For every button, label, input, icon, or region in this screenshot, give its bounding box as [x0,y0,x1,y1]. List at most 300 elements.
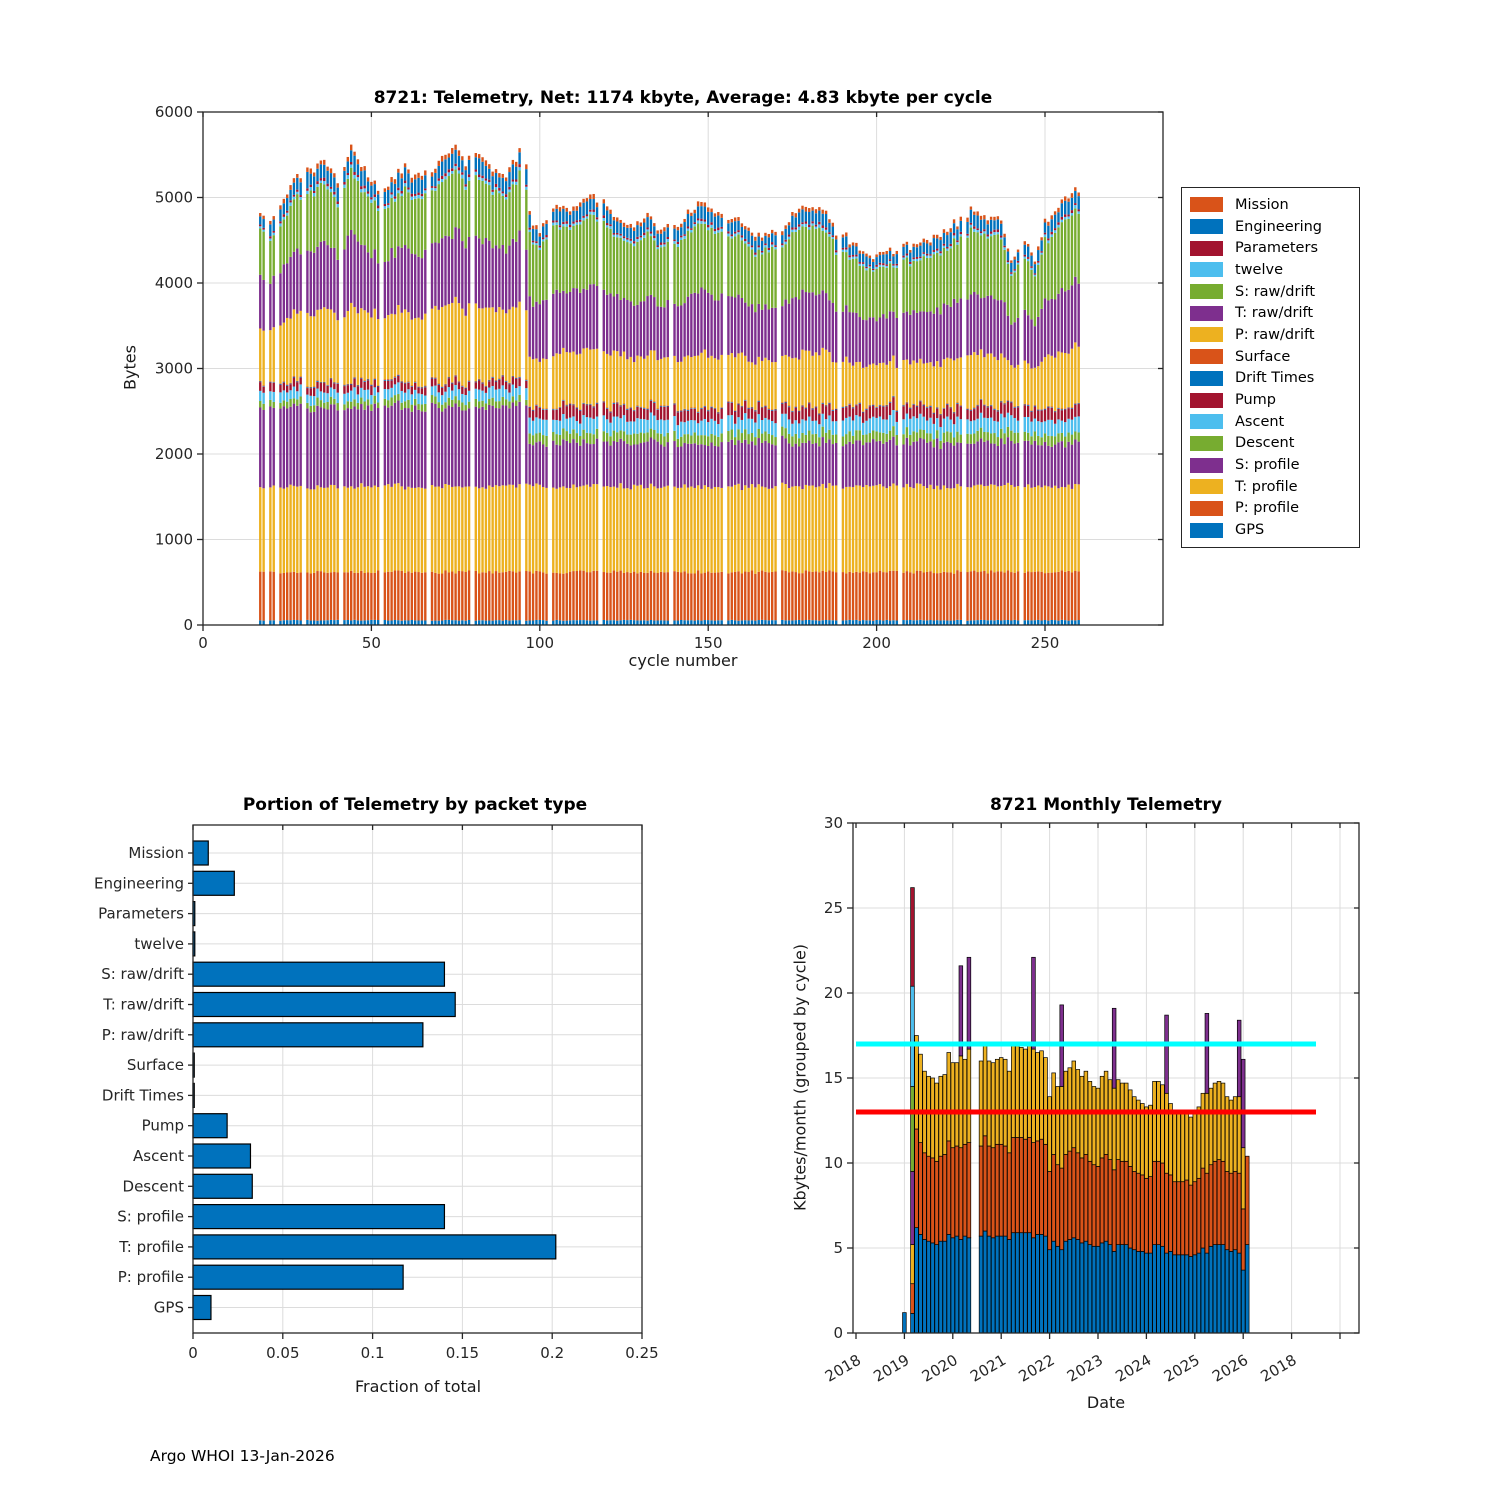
cycle-bar-segment [394,202,396,258]
cycle-bar-segment [394,384,396,395]
monthly-bar-segment [1020,1233,1024,1333]
cycle-bar-segment [1061,222,1063,288]
cycle-bar-segment [488,164,490,169]
cycle-bar-segment [912,257,914,259]
cycle-bar-segment [828,404,830,416]
cycle-bar-segment [377,206,379,209]
cycle-bar-segment [414,620,416,625]
cycle-bar-segment [640,419,642,433]
cycle-bar-segment [983,229,985,231]
cycle-bar-segment [1003,357,1005,402]
cycle-bar-segment [869,620,871,625]
cycle-bar-segment [774,249,776,308]
cycle-bar-segment [633,434,635,445]
cycle-bar-segment [993,485,995,572]
cycle-bar-segment [552,225,554,293]
cycle-bar-segment [677,411,679,412]
cycle-bar-segment [481,382,483,383]
monthly-bar-segment [1068,1151,1072,1239]
cycle-bar-segment [289,383,291,384]
cycle-bar-segment [845,305,847,356]
cycle-bar-segment [710,295,712,356]
cycle-bar-segment [939,414,941,415]
cycle-bar-segment [572,352,574,404]
cycle-bar-segment [606,407,608,408]
monthly-bar-segment [1169,1175,1173,1252]
cycle-bar-segment [933,573,935,620]
cycle-bar-segment [569,225,571,227]
cycle-bar-segment [734,412,736,424]
cycle-bar-segment [761,620,763,625]
cycle-bar-segment [330,192,332,248]
cycle-bar-segment [734,236,736,297]
cycle-bar-segment [1061,352,1063,408]
cycle-bar-segment [454,573,456,620]
cycle-bar-segment [424,170,426,175]
cycle-bar-segment [1047,240,1049,243]
cycle-bar-segment [1054,211,1056,214]
cycle-bar-segment [956,484,958,570]
cycle-bar-segment [892,312,894,356]
cycle-bar-segment [710,406,712,407]
cycle-bar-segment [741,406,743,407]
cycle-bar-segment [347,385,349,386]
legend-label: S: profile [1235,457,1300,474]
cycle-bar-segment [299,182,301,195]
cycle-bar-segment [323,382,325,383]
cycle-bar-segment [1061,203,1063,217]
cycle-bar-segment [491,190,493,192]
cycle-bar-segment [788,304,790,357]
cycle-bar-segment [896,571,898,621]
cycle-bar-segment [990,295,992,353]
cycle-bar-segment [993,230,995,232]
cycle-bar-segment [768,250,770,252]
cycle-bar-segment [613,233,615,235]
cycle-bar-segment [976,406,978,419]
cycle-bar-segment [313,620,315,625]
cycle-bar-segment [1047,420,1049,436]
cycle-bar-segment [360,571,362,621]
cycle-bar-segment [572,211,574,222]
cycle-bar-segment [1067,433,1069,442]
cycle-bar-segment [333,485,335,572]
cycle-bar-segment [714,231,716,234]
monthly-bar-segment [1165,1253,1169,1333]
cycle-bar-segment [313,316,315,386]
cycle-bar-segment [451,303,453,382]
cycle-bar-segment [865,572,867,620]
cycle-bar-segment [987,432,989,440]
monthly-bar-segment [1072,1238,1076,1333]
cycle-bar-segment [828,620,830,625]
cycle-bar-segment [751,408,753,409]
cycle-bar-segment [434,306,436,377]
cycle-bar-segment [576,211,578,221]
cycle-bar-segment [801,573,803,620]
cycle-bar-segment [993,357,995,409]
cycle-bar-segment [970,207,972,210]
cycle-bar-segment [1003,485,1005,573]
cycle-bar-segment [636,242,638,305]
cycle-bar-segment [909,445,911,487]
cycle-bar-segment [788,419,790,433]
cycle-bar-segment [444,385,446,391]
cycle-bar-segment [936,486,938,573]
cycle-bar-segment [465,389,467,395]
monthly-bar-segment [1209,1165,1213,1247]
cycle-bar-segment [589,199,591,210]
monthly-bar-segment [999,1058,1003,1145]
cycle-bar-segment [707,230,709,293]
cycle-bar-segment [1000,571,1002,620]
cycle-bar-segment [781,483,783,571]
cycle-bar-segment [367,620,369,625]
cycle-bar-segment [333,382,335,383]
cycle-bar-segment [727,220,729,223]
cycle-bar-segment [744,239,746,241]
cycle-bar-segment [458,303,460,381]
cycle-bar-segment [562,574,564,621]
cycle-bar-segment [478,379,480,380]
cycle-bar-segment [953,412,955,413]
cycle-bar-segment [370,258,372,317]
cycle-bar-segment [704,406,706,407]
cycle-bar-segment [431,386,433,395]
cycle-bar-segment [912,431,914,442]
cycle-bar-segment [353,399,355,406]
cycle-bar-segment [976,228,978,230]
cycle-bar-segment [454,375,456,376]
cycle-bar-segment [865,485,867,572]
cycle-bar-segment [323,620,325,625]
cycle-bar-segment [993,410,995,421]
cycle-bar-segment [677,227,679,230]
cycle-bar-segment [350,384,352,385]
cycle-bar-segment [619,483,621,570]
cycle-bar-segment [488,308,490,380]
monthly-bar-segment [1100,1076,1104,1158]
cycle-bar-segment [559,487,561,573]
cycle-bar-segment [987,296,989,354]
cycle-bar-segment [566,621,568,625]
cycle-bar-segment [825,406,827,419]
monthly-bar-segment [1116,1160,1120,1245]
cycle-bar-segment [683,434,685,443]
cycle-bar-segment [764,418,766,432]
y-tick-label: 5000 [154,188,193,207]
cycle-bar-segment [390,248,392,314]
cycle-bar-segment [939,415,941,427]
cycle-bar-segment [714,408,716,409]
cycle-bar-segment [475,389,477,399]
cycle-bar-segment [758,414,760,429]
cycle-bar-segment [417,318,419,387]
cycle-bar-segment [687,231,689,297]
cycle-bar-segment [949,407,951,408]
cycle-bar-segment [835,255,837,312]
cycle-bar-segment [623,241,625,298]
cycle-bar-segment [451,391,453,400]
cycle-bar-segment [333,192,335,195]
legend-item-descent [1182,433,1359,455]
cycle-bar-segment [832,620,834,625]
cycle-bar-segment [687,411,689,421]
cycle-bar-segment [1034,276,1036,326]
cycle-bar-segment [1051,234,1053,237]
cycle-bar-segment [923,439,925,486]
cycle-bar-segment [559,435,561,446]
cycle-bar-segment [889,261,891,263]
cycle-bar-segment [815,352,817,406]
cycle-bar-segment [357,573,359,621]
cycle-bar-segment [1057,488,1059,572]
cycle-bar-segment [347,311,349,384]
cycle-bar-segment [414,572,416,621]
cycle-bar-segment [1013,620,1015,625]
cycle-bar-segment [815,295,817,352]
cycle-bar-segment [987,236,989,238]
cycle-bar-segment [1017,486,1019,571]
cycle-bar-segment [1051,408,1053,420]
cycle-bar-segment [848,404,850,405]
cycle-bar-segment [269,382,271,391]
cycle-bar-segment [619,223,621,234]
monthly-bar-segment [1068,1068,1072,1151]
cycle-bar-segment [953,238,955,299]
cycle-bar-segment [353,175,355,178]
y-tick-label: 20 [823,984,843,1002]
cycle-bar-segment [852,407,854,408]
monthly-bar-segment [1060,1168,1064,1250]
monthly-bar-segment [1036,1234,1040,1333]
cycle-bar-segment [572,206,574,210]
monthly-bar-segment [1048,1097,1052,1172]
cycle-bar-segment [461,620,463,625]
cycle-bar-segment [936,238,938,248]
cycle-bar-segment [949,488,951,572]
cycle-bar-segment [1013,406,1015,407]
cycle-bar-segment [283,214,285,217]
cycle-bar-segment [630,407,632,408]
cycle-bar-segment [852,259,854,313]
cycle-bar-segment [828,300,830,352]
cycle-bar-segment [980,572,982,620]
cycle-bar-segment [262,404,264,410]
cycle-bar-segment [805,485,807,570]
cycle-bar-segment [1030,422,1032,437]
monthly-bar-segment [1048,1250,1052,1333]
cycle-bar-segment [377,319,379,385]
cycle-bar-segment [1030,445,1032,488]
cycle-bar-segment [808,403,810,416]
cycle-bar-segment [758,236,760,245]
cycle-bar-segment [966,234,968,236]
cycle-bar-segment [869,418,871,433]
cycle-bar-segment [508,383,510,384]
cycle-bar-segment [633,306,635,362]
cycle-bar-segment [700,206,702,219]
cycle-bar-segment [1010,274,1012,276]
cycle-bar-segment [1064,422,1066,436]
cycle-bar-segment [781,306,783,356]
cycle-bar-segment [434,386,436,397]
cycle-bar-segment [926,407,928,408]
cycle-bar-segment [1017,261,1019,263]
cycle-bar-segment [660,405,662,406]
portion-bar [193,993,455,1017]
cycle-bar-segment [1061,409,1063,410]
cycle-bar-segment [289,190,291,200]
cycle-bar-segment [680,305,682,361]
cycle-bar-segment [923,242,925,252]
cycle-bar-segment [774,620,776,625]
cycle-bar-segment [542,409,544,410]
cycle-bar-segment [296,314,298,381]
cycle-bar-segment [687,214,689,226]
cycle-bar-segment [811,572,813,620]
cycle-bar-segment [495,380,497,381]
cycle-bar-segment [859,262,861,264]
cycle-bar-segment [431,186,433,188]
cycle-bar-segment [788,488,790,572]
cycle-bar-segment [737,353,739,403]
cycle-bar-segment [401,196,403,248]
cycle-bar-segment [1017,406,1019,407]
cycle-bar-segment [431,188,433,190]
cycle-bar-segment [983,215,985,219]
monthly-bar-segment [1213,1083,1217,1161]
cycle-bar-segment [438,383,440,384]
cycle-bar-segment [818,224,820,227]
cycle-bar-segment [690,228,692,230]
cycle-bar-segment [966,408,968,409]
cycle-bar-segment [475,487,477,571]
cycle-bar-segment [960,234,962,236]
legend-item-surface [1182,346,1359,368]
legend-item-s-raw-drift [1182,281,1359,303]
cycle-bar-segment [771,410,773,411]
cycle-bar-segment [293,252,295,310]
cycle-bar-segment [902,257,904,259]
legend-swatch [1190,197,1223,212]
cycle-bar-segment [414,174,416,179]
cycle-bar-segment [505,254,507,314]
cycle-bar-segment [586,443,588,484]
cycle-bar-segment [909,435,911,446]
cycle-bar-segment [555,205,557,209]
cycle-bar-segment [960,405,962,406]
cycle-bar-segment [555,222,557,225]
cycle-bar-segment [784,355,786,401]
cycle-bar-segment [919,242,921,245]
monthly-bar-segment [1124,1245,1128,1333]
cycle-bar-segment [929,418,931,434]
cycle-bar-segment [320,620,322,625]
cycle-bar-segment [801,206,803,210]
cycle-bar-segment [822,571,824,621]
cycle-bar-segment [448,387,450,398]
cycle-bar-segment [505,313,507,380]
cycle-bar-segment [326,385,328,386]
cycle-bar-segment [633,411,635,421]
cycle-bar-segment [330,397,332,405]
cycle-bar-segment [465,410,467,486]
cycle-bar-segment [771,244,773,246]
cycle-bar-segment [454,297,456,375]
cycle-bar-segment [384,406,386,486]
cycle-bar-segment [953,621,955,625]
cycle-bar-segment [855,440,857,485]
cycle-bar-segment [1003,433,1005,444]
cycle-bar-segment [310,489,312,573]
cycle-bar-segment [592,444,594,484]
cycle-bar-segment [1030,572,1032,620]
cycle-bar-segment [397,620,399,625]
cycle-bar-segment [431,572,433,621]
cycle-bar-segment [747,488,749,572]
cycle-bar-segment [401,191,403,193]
cycle-bar-segment [441,182,443,238]
cycle-bar-segment [609,446,611,487]
cycle-bar-segment [960,221,962,232]
cycle-bar-segment [983,405,985,417]
cycle-bar-segment [690,294,692,357]
cycle-bar-segment [781,403,783,404]
cycle-bar-segment [916,432,918,441]
monthly-bar-segment [1064,1155,1068,1242]
cycle-bar-segment [357,159,359,164]
y-tick-label: 25 [823,899,843,917]
cycle-bar-segment [468,156,470,160]
cycle-bar-segment [326,189,328,245]
monthly-bar-segment [1015,1138,1019,1233]
cycle-bar-segment [960,572,962,620]
cycle-bar-segment [687,421,689,434]
cycle-bar-segment [414,196,416,199]
x-tick-label: 2018 [1257,1350,1300,1386]
cycle-bar-segment [808,417,810,431]
cycle-bar-segment [525,484,527,571]
cycle-bar-segment [623,352,625,404]
cycle-bar-segment [976,216,978,229]
cycle-bar-segment [377,392,379,402]
cycle-bar-segment [360,379,362,388]
cycle-bar-segment [1057,572,1059,621]
cycle-bar-segment [737,234,739,294]
cycle-bar-segment [259,381,261,382]
cycle-bar-segment [293,197,295,200]
cycle-bar-segment [1044,408,1046,409]
cycle-bar-segment [1071,349,1073,408]
cycle-bar-segment [859,573,861,621]
cycle-bar-segment [333,383,335,384]
cycle-bar-segment [441,156,443,162]
cycle-bar-segment [906,254,908,256]
cycle-bar-segment [667,227,669,237]
cycle-bar-segment [444,159,446,173]
cycle-bar-segment [434,169,436,173]
cycle-bar-segment [633,421,635,433]
cycle-bar-segment [916,261,918,313]
cycle-bar-segment [906,360,908,402]
cycle-bar-segment [491,377,493,378]
cycle-bar-segment [912,442,914,488]
cycle-bar-segment [286,216,288,264]
cycle-bar-segment [1047,407,1049,408]
y-tick-label: 10 [823,1154,843,1172]
cycle-bar-segment [758,402,760,414]
